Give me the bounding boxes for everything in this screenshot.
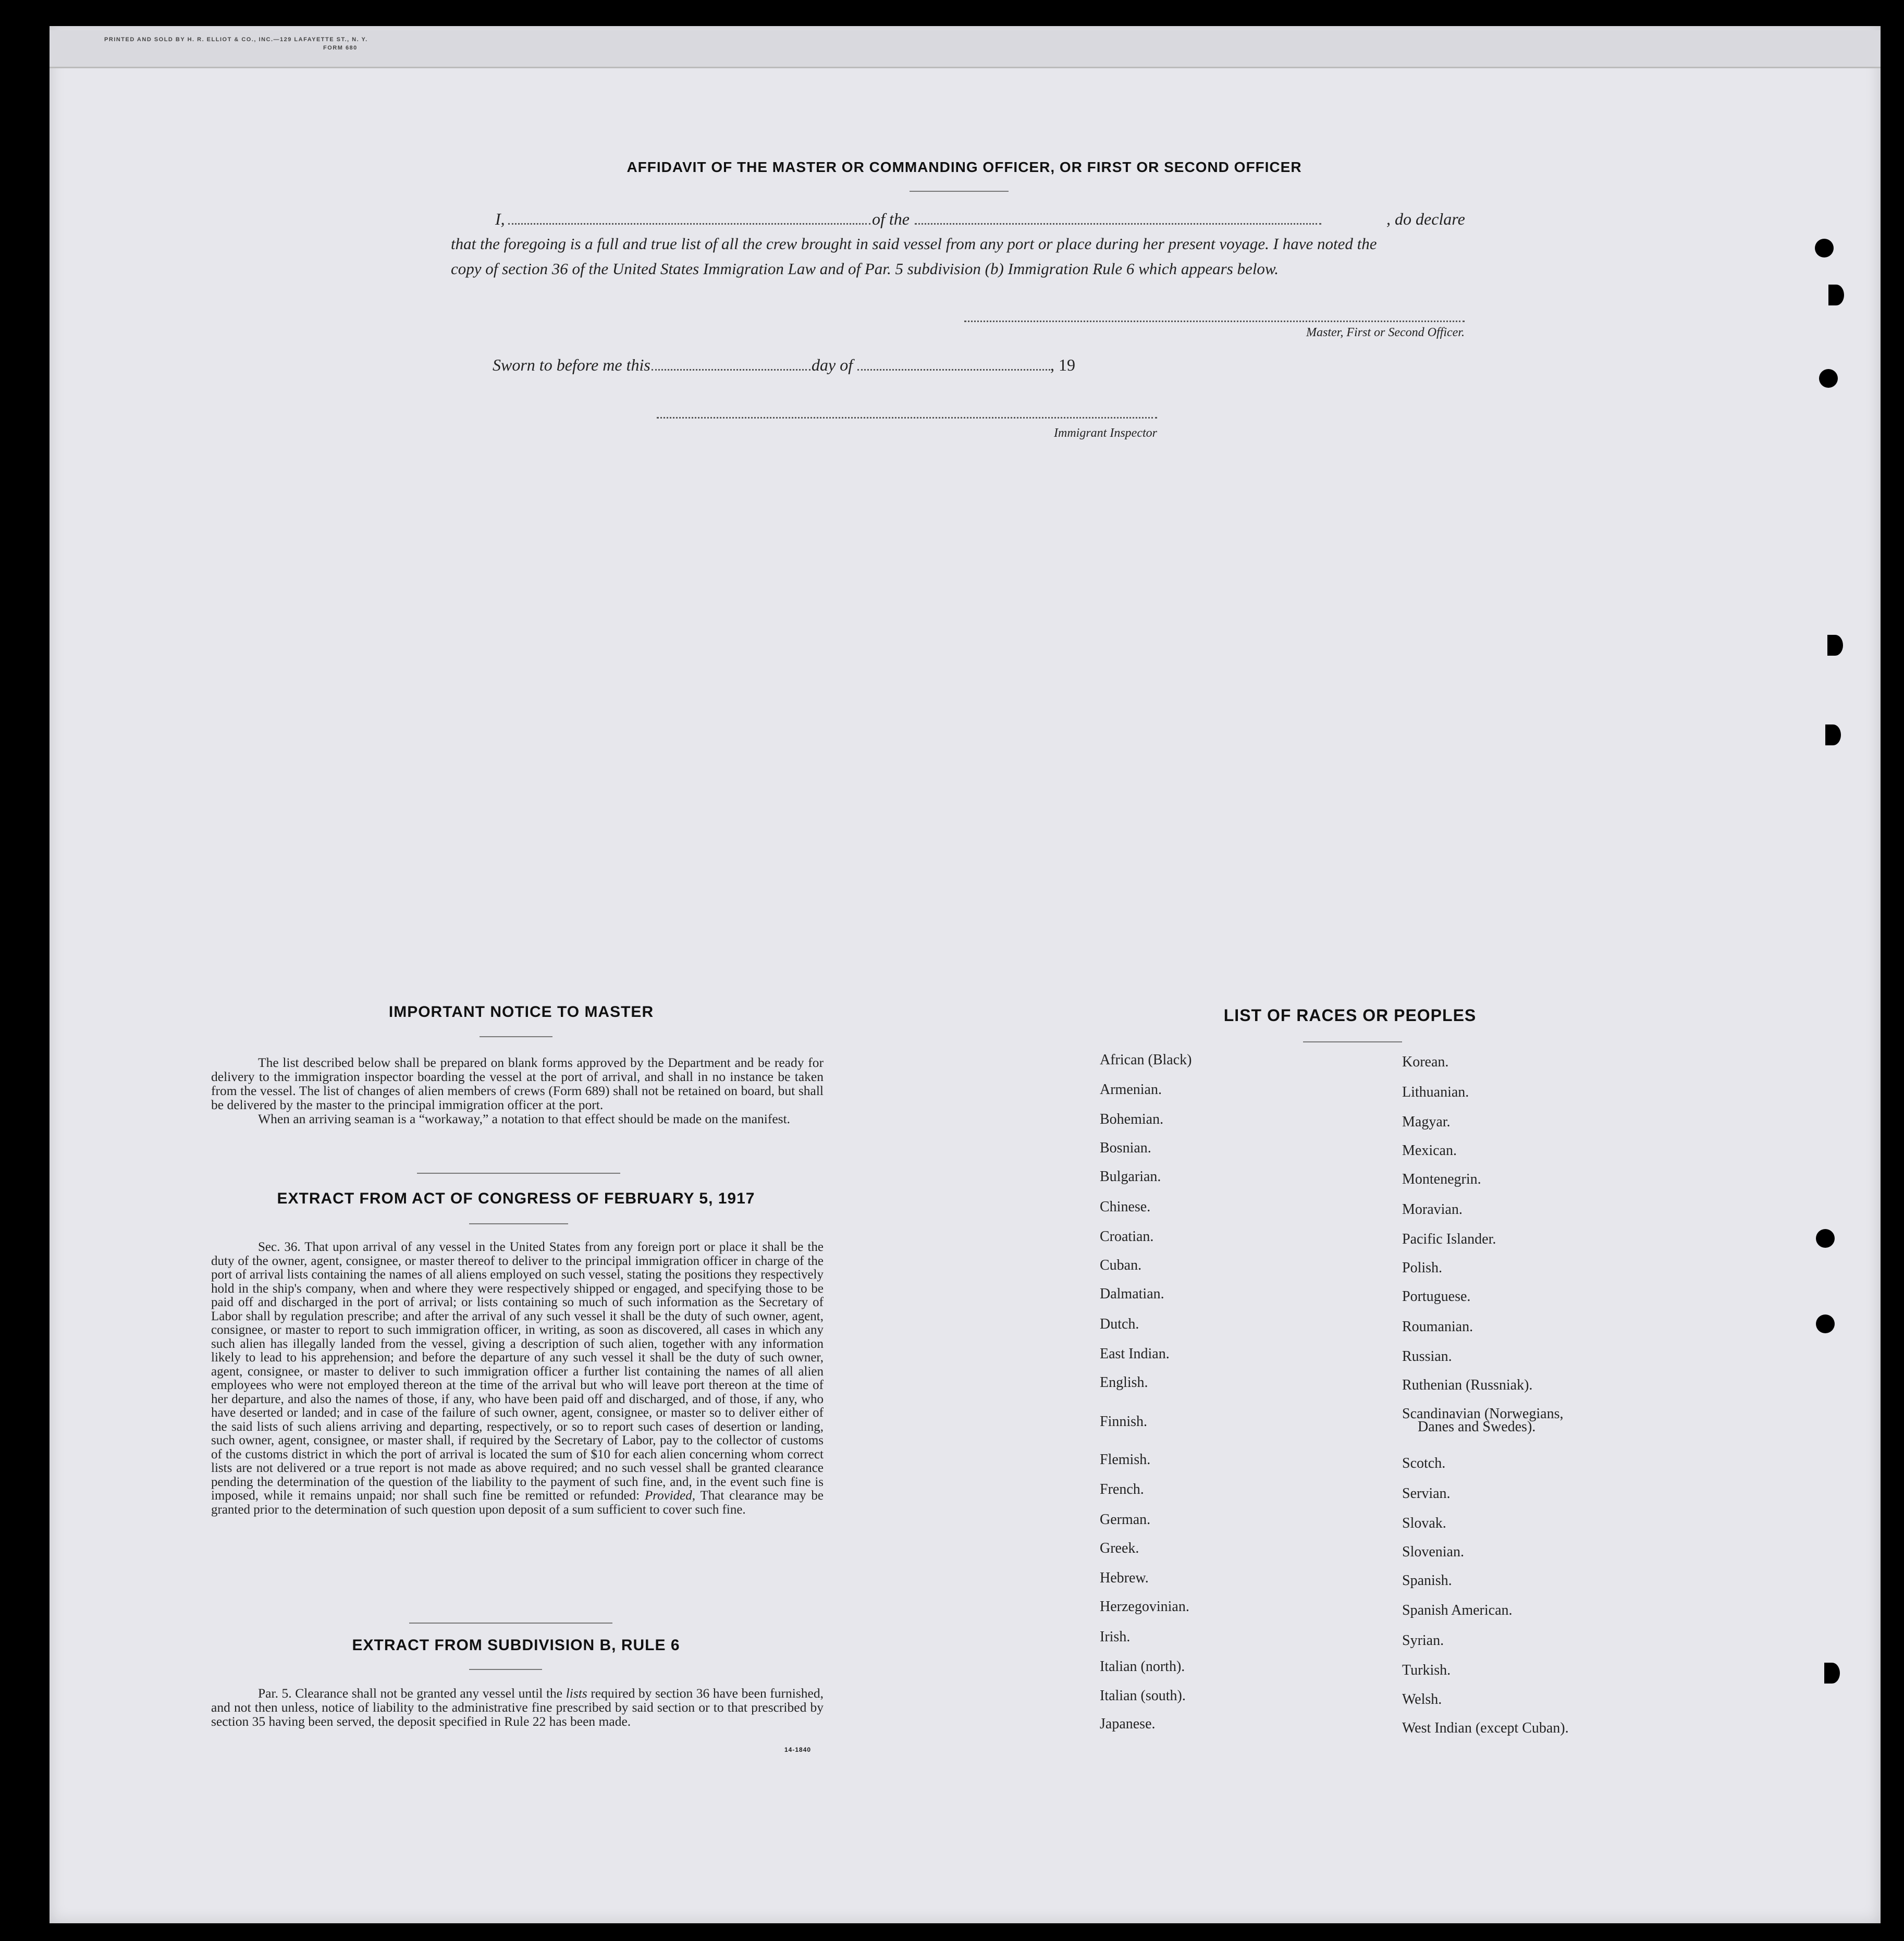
name-blank bbox=[508, 223, 870, 225]
left-race-item: Cuban. bbox=[1100, 1257, 1142, 1273]
left-race-item: Dalmatian. bbox=[1100, 1286, 1164, 1302]
left-race-item: Japanese. bbox=[1100, 1716, 1156, 1732]
vessel-blank bbox=[915, 223, 1321, 225]
act-extract-title: EXTRACT FROM ACT OF CONGRESS OF FEBRUARY 5, 1917 bbox=[277, 1190, 755, 1207]
left-race-item: Italian (north). bbox=[1100, 1659, 1185, 1675]
sworn-day-blank bbox=[652, 369, 810, 371]
notice-paragraph-1: The list described below shall be prepared on blank forms approved by the Department and be ready for delivery to the immigration inspector boarding the vessel at the port of arrival, and shall in no instance be taken from the vessel. The list of changes of alien members of crews (Form 689) shall not be retained on board, but shall be delivered by the master to the principal immigration officer at the port. bbox=[211, 1055, 824, 1112]
right-race-item: Scandinavian (Norwegians, bbox=[1402, 1406, 1564, 1422]
right-race-item: Polish. bbox=[1402, 1260, 1443, 1276]
notice-title: IMPORTANT NOTICE TO MASTER bbox=[388, 1003, 654, 1021]
act-title-rule bbox=[469, 1223, 568, 1224]
right-race-item: Portuguese. bbox=[1402, 1288, 1471, 1305]
left-race-item: English. bbox=[1100, 1374, 1148, 1391]
right-race-item: Roumanian. bbox=[1402, 1319, 1473, 1335]
races-title-rule bbox=[1303, 1041, 1402, 1042]
punch-hole bbox=[1816, 1229, 1835, 1248]
right-race-item: Korean. bbox=[1402, 1054, 1449, 1070]
right-race-item: Spanish American. bbox=[1402, 1602, 1513, 1618]
right-race-item: Russian. bbox=[1402, 1348, 1452, 1365]
left-race-item: Herzegovinian. bbox=[1100, 1599, 1189, 1615]
sworn-year: , 19 bbox=[1050, 355, 1075, 374]
rule-extract-body bbox=[211, 1686, 824, 1728]
notice-body bbox=[211, 1055, 824, 1126]
right-race-item: Pacific Islander. bbox=[1402, 1231, 1496, 1247]
affidavit-line-2: that the foregoing is a full and true list of all the crew brought in said vessel from any port or place during her present voyage. I have noted the bbox=[451, 235, 1377, 253]
notice-paragraph-2: When an arriving seaman is a “workaway,” a notation to that effect should be made on the manifest. bbox=[258, 1111, 791, 1126]
printer-line: PRINTED AND SOLD BY H. R. ELLIOT & CO., INC.—129 LAFAYETTE ST., N. Y. bbox=[104, 36, 368, 43]
rule-extract-title: EXTRACT FROM SUBDIVISION B, RULE 6 bbox=[352, 1637, 680, 1654]
punch-hole bbox=[1824, 1663, 1840, 1684]
left-race-item: Flemish. bbox=[1100, 1452, 1151, 1468]
left-race-item: Dutch. bbox=[1100, 1316, 1139, 1332]
affidavit-of-the: of the bbox=[872, 210, 910, 228]
right-race-item: Syrian. bbox=[1402, 1632, 1444, 1649]
left-race-item: Finnish. bbox=[1100, 1414, 1148, 1430]
act-provided: Provided, bbox=[645, 1489, 695, 1503]
races-title: LIST OF RACES OR PEOPLES bbox=[1223, 1006, 1477, 1025]
printer-imprint bbox=[104, 35, 469, 52]
left-race-item: Greek. bbox=[1100, 1540, 1139, 1556]
notice-separator bbox=[417, 1173, 620, 1174]
affidavit-declare: , do declare bbox=[1386, 210, 1465, 228]
inspector-label: Immigrant Inspector bbox=[1054, 426, 1157, 440]
left-race-item: Italian (south). bbox=[1100, 1688, 1186, 1704]
sworn-line bbox=[493, 352, 1118, 377]
left-race-item: Irish. bbox=[1100, 1629, 1131, 1645]
left-race-item: German. bbox=[1100, 1512, 1151, 1528]
right-race-item: Danes and Swedes). bbox=[1418, 1419, 1536, 1435]
left-race-item: Bosnian. bbox=[1100, 1140, 1151, 1156]
right-race-item: Welsh. bbox=[1402, 1691, 1442, 1707]
punch-hole bbox=[1825, 724, 1841, 745]
left-race-item: French. bbox=[1100, 1481, 1144, 1497]
affidavit-line-3: copy of section 36 of the United States Immigration Law and of Par. 5 subdivision (b) Immigration Rule 6 which appears below. bbox=[451, 260, 1279, 278]
punch-hole bbox=[1816, 1315, 1835, 1333]
right-race-item: West Indian (except Cuban). bbox=[1402, 1720, 1569, 1736]
act-paragraph bbox=[211, 1240, 824, 1517]
left-race-item: Bulgarian. bbox=[1100, 1169, 1161, 1185]
right-race-item: Scotch. bbox=[1402, 1455, 1446, 1471]
left-race-item: Bohemian. bbox=[1100, 1111, 1164, 1127]
rule-lists-word: lists bbox=[566, 1686, 587, 1701]
affidavit-title-rule bbox=[910, 191, 1009, 192]
right-race-item: Slovak. bbox=[1402, 1515, 1446, 1531]
left-race-item: Hebrew. bbox=[1100, 1570, 1149, 1586]
rule-title-rule bbox=[469, 1669, 542, 1670]
affidavit-i: I, bbox=[495, 210, 505, 228]
affidavit-title: AFFIDAVIT OF THE MASTER OR COMMANDING OFFICER, OR FIRST OR SECOND OFFICER bbox=[627, 159, 1302, 175]
right-race-item: Moravian. bbox=[1402, 1201, 1463, 1218]
right-race-item: Montenegrin. bbox=[1402, 1171, 1481, 1187]
inspector-signature-line bbox=[657, 417, 1157, 419]
rule-text-main: Par. 5. Clearance shall not be granted any vessel until the bbox=[258, 1686, 563, 1701]
left-race-item: Armenian. bbox=[1100, 1082, 1162, 1098]
act-separator bbox=[409, 1623, 612, 1624]
punch-hole bbox=[1827, 635, 1843, 656]
punch-hole bbox=[1815, 239, 1834, 257]
act-text-main: Sec. 36. That upon arrival of any vessel in the United States from any foreign port or place it shall be the duty of the owner, agent, consignee, or master thereof to deliver to the principal immigration officer in charge of the port of arrival lists containing the names of all aliens employed on such vessel, stating the positions they respectively hold in the ship's company, when and where they were respectively shipped or engaged, and specifying those to be paid off and discharged in the port of arrival; or lists containing so much of such information as the Secretary of Labor shall by regulation prescribe; and after the arrival of any such vessel it shall be the duty of such owner, agent, consignee, or master to report to such immigration officer, in writing, as soon as discovered, all cases in which any such alien has illegally landed from the vessel, giving a description of such alien, together with any information likely to lead to his apprehension; and before the departure of any such vessel it shall be the duty of such owner, agent, consignee, or master to deliver to such immigration officer a further list containing the names of all alien employees who were not employed thereon at the time of the arrival but who will leave port thereon at the time of her departure, and also the names of those, if any, who have been paid off and discharged, and of those, if any, who have deserted or landed; and in case of the failure of such owner, agent, consignee, or master so to deliver either of the said lists of such aliens arriving and departing, respectively, or so to report such cases of desertion or landing, such owner, agent, consignee, or master shall, if required by the Secretary of Labor, pay to the collector of customs of the customs district in which the port of arrival is located the sum of $10 for each alien concerning whom correct lists are not delivered or a true report is not made as above required; and no such vessel shall be granted clearance pending the determination of the question of the liability to the payment of such fine, and, in the event such fine is imposed, while it remains unpaid; nor shall such fine be remitted or refunded: bbox=[211, 1240, 824, 1503]
act-extract-body bbox=[211, 1240, 824, 1517]
right-race-item: Slovenian. bbox=[1402, 1544, 1464, 1560]
left-race-item: Chinese. bbox=[1100, 1199, 1151, 1215]
right-race-item: Turkish. bbox=[1402, 1662, 1451, 1678]
sworn-day-of: day of bbox=[812, 355, 853, 374]
left-race-item: Croatian. bbox=[1100, 1229, 1154, 1245]
right-race-item: Lithuanian. bbox=[1402, 1084, 1469, 1100]
left-race-item: East Indian. bbox=[1100, 1346, 1170, 1362]
sworn-month-blank bbox=[857, 369, 1050, 371]
act-text-tail: That clearance may be granted prior to the determination of such question upon deposit of a sum sufficient to cover such fine. bbox=[211, 1489, 824, 1517]
notice-title-rule bbox=[480, 1036, 552, 1037]
rule-paragraph bbox=[211, 1686, 824, 1728]
affidavit-line-1 bbox=[451, 206, 1467, 231]
right-race-item: Ruthenian (Russniak). bbox=[1402, 1377, 1533, 1393]
right-race-item: Magyar. bbox=[1402, 1114, 1451, 1130]
rule-text-tail: required by section 36 have been furnished, and not then unless, notice of liability to the administrative fine prescribed by said section or to that prescribed by section 35 having been served, the deposit specified in Rule 22 has been made. bbox=[211, 1686, 824, 1729]
right-race-item: Spanish. bbox=[1402, 1573, 1452, 1589]
form-code: 14-1840 bbox=[784, 1746, 812, 1753]
form-number: FORM 680 bbox=[323, 45, 358, 51]
sworn-prefix: Sworn to before me this bbox=[493, 355, 650, 374]
right-race-item: Mexican. bbox=[1402, 1143, 1457, 1159]
master-signature-line bbox=[964, 321, 1465, 322]
left-race-item: African (Black) bbox=[1100, 1052, 1192, 1068]
master-signature-label: Master, First or Second Officer. bbox=[1306, 326, 1465, 339]
punch-hole bbox=[1828, 285, 1844, 305]
punch-hole bbox=[1819, 369, 1838, 388]
right-race-item: Servian. bbox=[1402, 1485, 1451, 1502]
